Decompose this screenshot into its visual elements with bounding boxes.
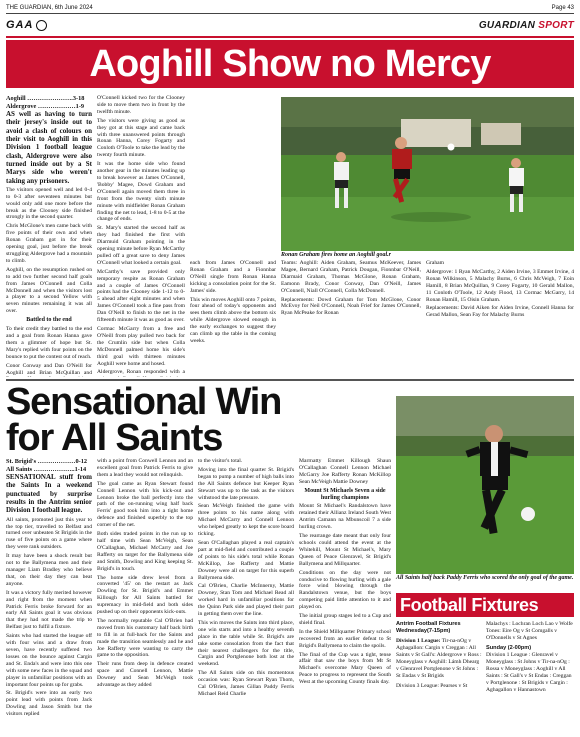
paragraph: Aoghill, on the resumption rushed on to add two further second half goals from James O'Connell and Colla McDonnell and when the visitors lost a player to a second Yellow with seven minutes remaining it was all over. <box>6 266 92 315</box>
paragraph: The rearrange date meant that only four schools could attend the event at the Whitehill, Mount St Michael's, Mary Queen of Peace Glenravel, St Brigid's Ballymena and Millquarter. <box>299 533 391 567</box>
paragraph: This win moves Aoghill onto 7 points, four ahead of today's opponents and sees them climb above the bottom six while Aldergrove slowed enough in the early exchanges to suggest they can climb up the table in the coming weeks. <box>190 296 276 344</box>
story1-column-4 <box>281 260 421 377</box>
paragraph: McCarthy's save provided only temporary respite as Ronan Graham and a couple of James O'Connell points had the Clooney side 1-12 to 0-5 ahead after eight minutes and when James O'Connell took a fine pass from Dan O'Neill to finish to the net in the fifteenth minute it was as good as over. <box>97 268 185 324</box>
teams-aldergrove: Aldergrove: 1 Ryan McCarthy, 2 Aiden Irvine, 3 Emmet Irvine, 4 Ronan Wilkinson, 5 Malachy Burns, 6 Chris McVeigh, 7 Eoin Hamill, 8 Brian McQuillan, 9 Corey Fogarty, 10 Gerald Mallon, 11 Conloth O'Toole, 12 Andy Flood, 13 Cormac McGarry, 14 Ronan Hamill, 15 Oisin Graham. <box>426 268 574 303</box>
paragraph: Graham <box>426 260 445 266</box>
story2-lead: SENSATIONAL stuff from the Saints In a weekend punctuated by surprise results in the Antrim senior Division I football league. <box>6 473 92 515</box>
replacements-aoghill: Replacements: Dowd Graham for Tom McGlone, Conor McEvoy for Neil O'Connell, Noah Frief for James O'Connell, Ryan McPeake for Ronan <box>281 296 421 317</box>
paragraph: The All Saints side on this momentous occasion was: Ryan Stewart Ryan Thom, Cal O'Brien, James Gillan Paddy Ferris Michael Reid Charlie <box>198 670 294 697</box>
paragraph: The final of the Cup was a tight, tense affair that saw the boys from Mt St Michael's overcome Mary Queen of Peace to progress to represent the South West at the upcoming County finals day. <box>299 651 391 686</box>
paragraph: Cal O'Brien, Charlie McInnerny, Mattie Downey, Stan Tom and Michael Read all worked hard in unfamiliar positions for the Quinn Park side and played their part in getting them over the line. <box>198 583 294 618</box>
story2-column-1 <box>6 458 92 733</box>
score-line: All Saints ………………..1-14 <box>6 465 87 473</box>
fixtures-heading: Football Fixtures <box>396 593 574 617</box>
paragraph: Marrnatty Emmet Killough Shaun O'Callaghan Connell Lennon Michael McGarry Joe Rafferty Ronan McKillop Sean McVeigh Mattie Downey <box>299 458 391 485</box>
story1-column-1 <box>6 95 92 377</box>
score-line: St. Brigid's ………………0-12 <box>6 458 87 465</box>
paragraph: It may have been a shock result but not to the Ballymena men and their manager Liam Bradley who believe that, on their day they can beat anyone. <box>6 553 92 587</box>
fixture-list: Division 3 League: Pearses v St <box>396 683 468 689</box>
paragraph: All saints, promoted just this year to the top tier, travelled to Belfast and turned over unbeaten St Brigids in the ruse of five points on a game where they were rank outsiders. <box>6 516 92 551</box>
story1-column-2 <box>97 95 185 377</box>
paragraph: It was a victory fully merited however and right from the moment when Patrick Ferris broke forward for an early All Saints goal it was obvious that they had not made the trip to Belfast just to fulfil a fixture. <box>6 589 92 631</box>
paragraph: Conditions on the day were not conducive to flowing hurling with a gale force wind blowing through the Randalstown venue, but the boys competing paid little attention to it and played on. <box>299 569 391 611</box>
story1-photo <box>281 97 574 251</box>
fixture-list: Division 1 League : Glenravel v Moneyglass : St Johns v Tir-na-nOg : Rossa v Moneyglass : Aoghill v All Saints : St Gall's v St Endas : Creggan v Portglenone : St Brigids v Cargin : Aghagallon v Hannastown <box>486 652 572 693</box>
fixture-list: Malachys : Lochran Loch Lao v Wolfe Tones: Eire Og v St Comgalls v O'Donnells v St Agnes <box>486 621 573 641</box>
page-header <box>6 2 574 14</box>
paragraph: each from James O'Connell and Ronan Graham and a Fionnbar O'Neill single from Ronan Hanna kicking a consolation point for the St. James' side. <box>190 260 276 294</box>
subheading: Mount St Michaels Seven a side hurling champions <box>304 487 386 501</box>
paragraph: to the visitor's total. <box>198 458 243 464</box>
photo-caption: All Saints half back Paddy Ferris who scored the only goal of the game. <box>396 575 574 581</box>
paragraph: This win moves the Saints into third place, one win starts and into a healthy seventh place in the table while St. Brigid's are take some consolation from the fact that their nearest challengers for the title, Cargin and Portglenone both lost at the weekend. <box>198 619 294 668</box>
fixtures-subheading: Sunday (2-00pm) <box>486 645 532 651</box>
paragraph: Their runs from deep in defence created space and Connell Lennon, Mattie Downey and Sean McVeigh took advantage as they added <box>97 661 193 689</box>
story1-lead: AS well as having to turn their jersey's inside out to avoid a clash of colours on their visit to Aoghill in this Division 1 football league clash, Aldergrove were also turned inside out by a St Marys side who weren't taking any prisoners. <box>6 110 92 185</box>
paragraph: The goal came as Ryan Stewart found Connell Lennon with his kick-out and Lennon broke the ball perfectly into the path of the on-running wing half back Ferris' good took him into a tight home defence and finished superbly to the top corner of the net. <box>97 480 193 529</box>
score-line: Aldergrove ………………1-9 <box>6 102 85 110</box>
paragraph: Cormac McGarry from a free and O'Neill from play pulled two back for the Crumlin side but when Colla McDonnell palmed home his side's third goal with thirteen minutes Aoghill were home and hosed. <box>97 326 185 367</box>
paragraph: Saints who had started the league off with four wins and a draw from seven, have recently suffered two losses on the bounce against Cargin and St. Enda's and were into this one with some new faces in the squad and player in unfamiliar positions with an important four points up for grabs. <box>6 633 92 688</box>
guardian-sport-logo: GUARDIAN SPORT <box>478 19 574 31</box>
paragraph: Chris McGlone's men came back with five points of their own and when Ronan Graham got in for their opening goal, just before the break struggling Aldergrove had a mountain to climb. <box>6 223 92 264</box>
paragraph: The visitors opened well and led 0-4 to 0-3 after seventeen minutes but would only add one more before the break as the Clooney side finished strongly in the second quarter. <box>6 186 92 221</box>
paragraph: St. Brigid's were into an early two point lead with points from Jack Dowling and Jason Smith but the visitors replied <box>6 690 92 718</box>
fixtures-column-1: Antrim Football Fixtures Wednesday(7-15pm) Division 1 League: Tir-na-nOg v Aghagallon: Cargin v Creggan : All Saints v St Gall's: Aldergrove v Ross : Moneyglass v Aoghill: Lámh Dhearg v Glenravel Portglenone v St Johns : St Endas v St Brigids Division 3 League: Pearses v St <box>396 621 482 689</box>
story2-photo <box>396 396 574 574</box>
fixtures-subheading: Antrim Football Fixtures Wednesday(7-15pm) <box>396 621 461 634</box>
story2-column-2 <box>97 458 193 733</box>
story2-headline: Sensational Win for All Saints <box>6 381 282 459</box>
story1-headline: Aoghill Show no Mercy <box>6 40 574 88</box>
paragraph: Aldergrove, Ronan responded with a <box>97 369 185 376</box>
photo-caption: Ronan Graham fires home an Aoghill goal.r <box>281 252 391 258</box>
fixtures-column-2 <box>486 621 574 733</box>
header-rule <box>6 36 574 38</box>
ball-icon <box>448 144 455 151</box>
paragraph: St. Mary's started the second half as they had finished the first with Diarmuid Graham pointing in the opening minute before Ryan McCarthy pulled off a great save to deny James O'Connell what looked a certain goal. <box>97 225 185 266</box>
ball-icon <box>521 507 535 521</box>
gaa-logo: GAA <box>6 19 47 31</box>
paragraph: Moving into the final quarter St. Brigid's began to pump a number of high balls into the All Saints defence but Keeper Ryan Stewart was up to the task as the visitors withstood the late pressure. <box>198 466 294 501</box>
football-icon <box>36 20 47 31</box>
paragraph: The home side drew level from a converted '45' on the restart as Jack Dowling for St. Brigid's and Emmet Killough for All Saints battled for supremacy in mid-field and both sides pushed up on their opponents kick-outs. <box>97 574 193 616</box>
paragraph: The initial group stages led to a Cup and shield final. <box>299 613 391 626</box>
paragraph: O'Connell kicked two for the Clooney side to move them two in front by the twelfth minute. <box>97 95 185 115</box>
newspaper-date: THE GUARDIAN, 6th June 2024 <box>6 4 93 11</box>
subheading: Battled to the end <box>26 317 72 324</box>
paragraph: The normally reputable Cal O'Brien had moved from his customary half back birth to fill in at full-back for the Saints and made the transition seamlessly and he and Joe Rafferty were wanting to carry the game to the opposition. <box>97 617 193 659</box>
paragraph: Conor Conway and Dan O'Neill for Aoghill and Brian McQuillan and <box>6 362 92 376</box>
paragraph: Mount St Michael's Randalstown have retained their Allianz Ireland South West Antrim Camann na Mbunscoil 7 a side hurling crown. <box>299 503 391 531</box>
fixture-list: Tir-na-nOg v Aghagallon: Cargin v Creggan : All Saints v St Gall's: Aldergrove v Ross : Moneyglass v Aoghill: Lámh Dhearg v Glenravel Portglenone v St Johns : St Endas v St Brigids <box>396 638 482 679</box>
paragraph: Sean O'Callaghan played a real captain's part at mid-field and contributed a couple of points to his side's total while Ronan McKillop, Joe Rafferty and Mattie Downey were all on target for this superb Ballymena side. <box>198 539 294 581</box>
paragraph: It was the home side who found another gear in the minutes leading up to break however as James O'Connell, 'Bobby' Magee, Dowd Graham and O'Connell again moved them three in front from the twenty sixth minute minute with midfielder Ronan Graham finding the net to lead, 1-8 to 0-5 at the change of ends. <box>97 161 185 223</box>
teams-aoghill: Teams: Aoghill: Aiden Graham, Seamus McKeever, James Magee, Bernard Graham, Patrick Dougan, Fionnbar O'Neill, Diarmaid Graham, Thomas McGlone, Ronan Graham, Eamonn Brady, Conor Conway, Dan O'Neill, James O'Connell, Niall O'Connell, Colla McDonnell. <box>281 260 421 294</box>
paragraph: To their credit they battled to the end and a goal from Ronan Hanna gave them a glimmer of hope but St. Mary's replied with four points on the bounce to put the contest out of reach. <box>6 326 92 360</box>
story1-column-5 <box>426 260 574 377</box>
page-number: Page 43 <box>551 4 574 11</box>
paragraph: Sean McVeigh finished the game with three points to his name along with Michael McCarry and Connell Lennon who helped greatly to kept the score board ticking. <box>198 503 294 538</box>
story1-column-3-text <box>190 260 276 377</box>
paragraph: In the Shield Millquarter Primary school recovered from an earlier defeat to St Brigid's Ballymena to claim the spoils. <box>299 628 391 649</box>
story2-column-3 <box>198 458 294 733</box>
replacements-aldergrove: Replacements: David Aiken for Aiden Irvine, Connell Hanna for Gerad Mallon, Sean Fay for Malachy Burns <box>426 305 574 319</box>
paragraph: Both sides traded points in the run up to half time with Sean McVeigh, Sean O'Callaghan, Michael McCarry and Joe Rafferty on target for the Ballymena side and Smith, Dowling and King keeping St. Brigid's in touch. <box>97 531 193 572</box>
paragraph: with a point from Conwell Lennon and an excellent goal from Patrick Ferris to give them a lead they would not relinquish. <box>97 458 193 478</box>
story2-column-4 <box>299 458 391 733</box>
score-line: Aoghill ………………….3-18 <box>6 95 85 102</box>
paragraph: The visitors were giving as good as they got at this stage and came back with three unanswered points through Ronan Hanna, Corey Fogarty and Conloth O'Toole to take the lead by the twenty fourth minute. <box>97 117 185 159</box>
masthead <box>6 15 574 35</box>
